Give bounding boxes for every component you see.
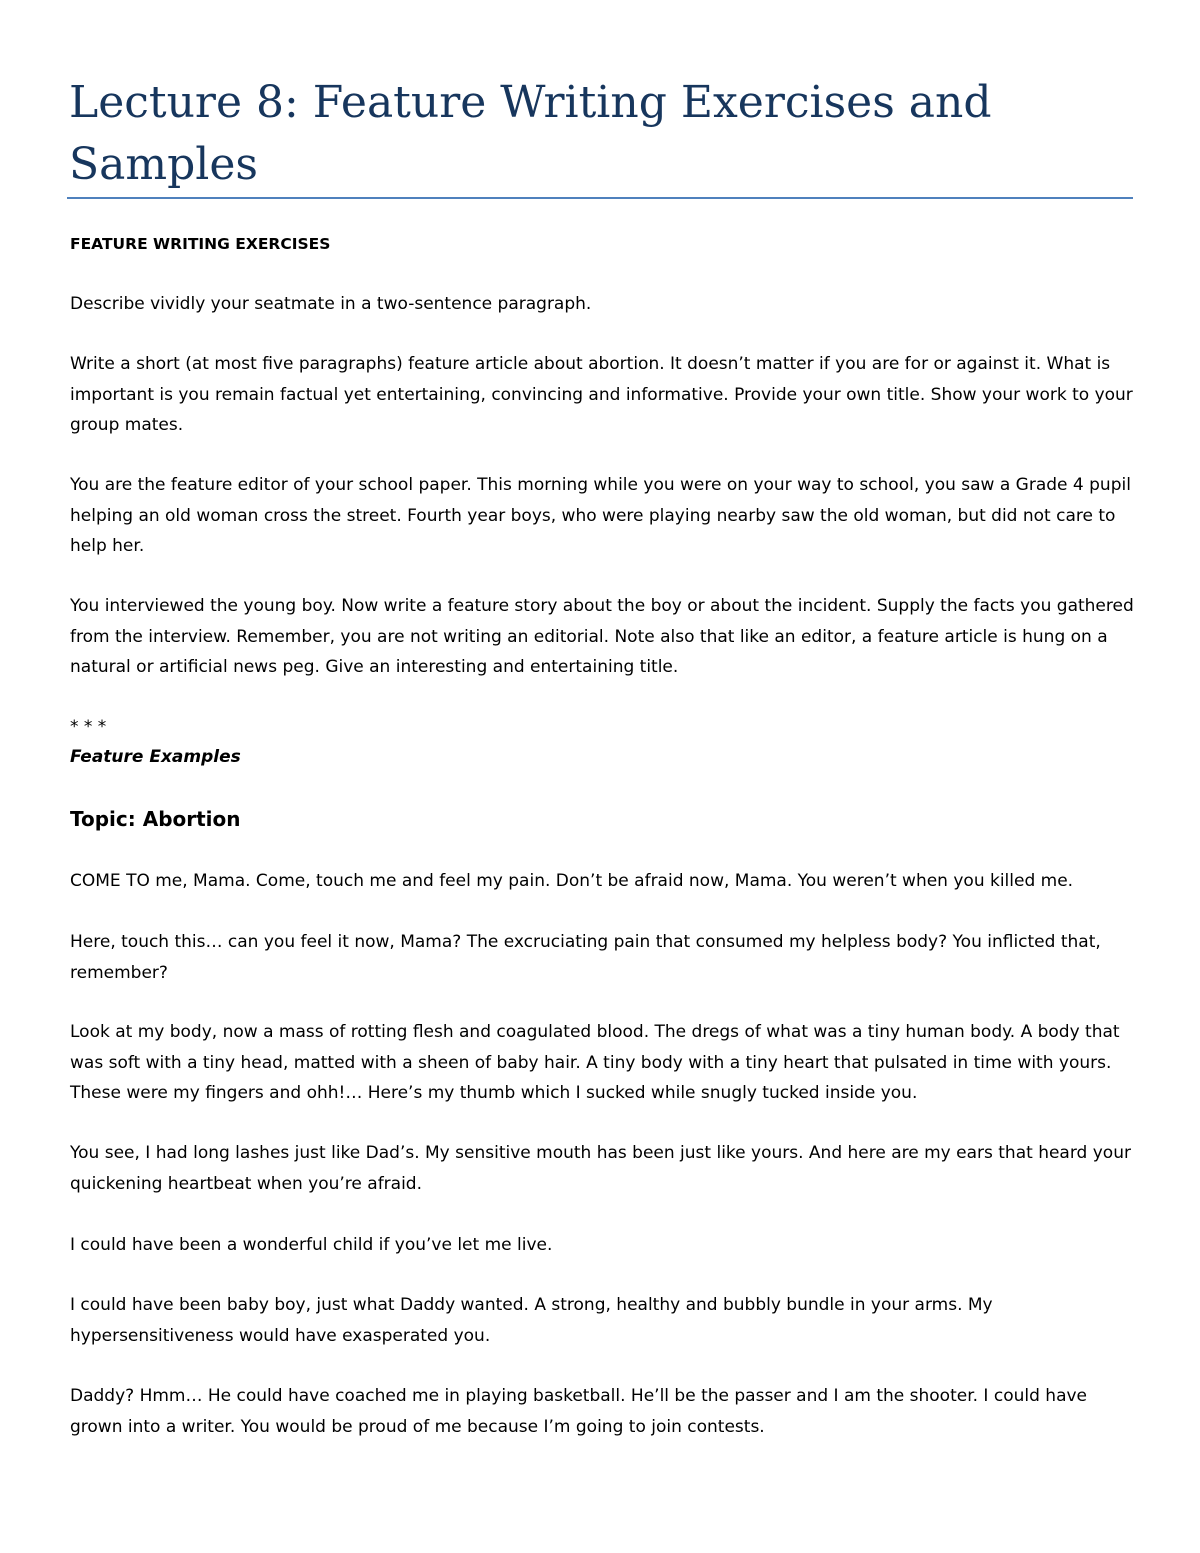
sample-paragraph-6: I could have been baby boy, just what Daddy wanted. A strong, healthy and bubbly bundle in your arms. My hypersensitiveness would have exasperated you. xyxy=(70,1295,993,1346)
topic-heading: Topic: Abortion xyxy=(70,807,241,831)
sample-paragraph-1: COME TO me, Mama. Come, touch me and feel my pain. Don’t be afraid now, Mama. You weren’t when you killed me. xyxy=(70,871,1074,891)
title-divider xyxy=(67,197,1133,199)
exercise-paragraph-2: Write a short (at most five paragraphs) feature article about abortion. It doesn’t matter if you are for or against it. What is important is you remain factual yet entertaining, convincing and informative. Provide your own title. Show your work to your group mates. xyxy=(70,354,1133,435)
sample-paragraph-2: Here, touch this… can you feel it now, Mama? The excruciating pain that consumed my helpless body? You inflicted that, remember? xyxy=(70,932,1101,983)
examples-heading: Feature Examples xyxy=(70,747,241,767)
sample-paragraph-3: Look at my body, now a mass of rotting flesh and coagulated blood. The dregs of what was a tiny human body. A body that was soft with a tiny head, matted with a sheen of baby hair. A tiny body with a tiny heart that pulsated in time with yours. These were my fingers and ohh!… Here’s my thumb which I sucked while snugly tucked inside you. xyxy=(70,1022,1120,1103)
exercise-paragraph-4: You interviewed the young boy. Now write a feature story about the boy or about the incident. Supply the facts you gathered from the interview. Remember, you are not writing an editorial. Note also that like an editor, a feature article is hung on a natural or artificial news peg. Give an interesting and entertaining title. xyxy=(70,596,1134,677)
section-separator: * * * xyxy=(70,717,107,737)
section-heading: FEATURE WRITING EXERCISES xyxy=(70,235,331,253)
exercise-paragraph-3: You are the feature editor of your school paper. This morning while you were on your way to school, you saw a Grade 4 pupil helping an old woman cross the street. Fourth year boys, who were playing nearby saw the old woman, but did not care to help her. xyxy=(70,475,1131,556)
sample-paragraph-4: You see, I had long lashes just like Dad’s. My sensitive mouth has been just like yours. And here are my ears that heard your quickening heartbeat when you’re afraid. xyxy=(70,1143,1131,1194)
page-title: Lecture 8: Feature Writing Exercises and Samples xyxy=(69,77,992,190)
sample-paragraph-7: Daddy? Hmm… He could have coached me in playing basketball. He’ll be the passer and I am the shooter. I could have grown into a writer. You would be proud of me because I’m going to join contests. xyxy=(70,1386,1088,1437)
exercise-paragraph-1: Describe vividly your seatmate in a two-sentence paragraph. xyxy=(70,294,592,314)
title-block xyxy=(69,72,1133,196)
sample-paragraph-5: I could have been a wonderful child if you’ve let me live. xyxy=(70,1235,553,1255)
